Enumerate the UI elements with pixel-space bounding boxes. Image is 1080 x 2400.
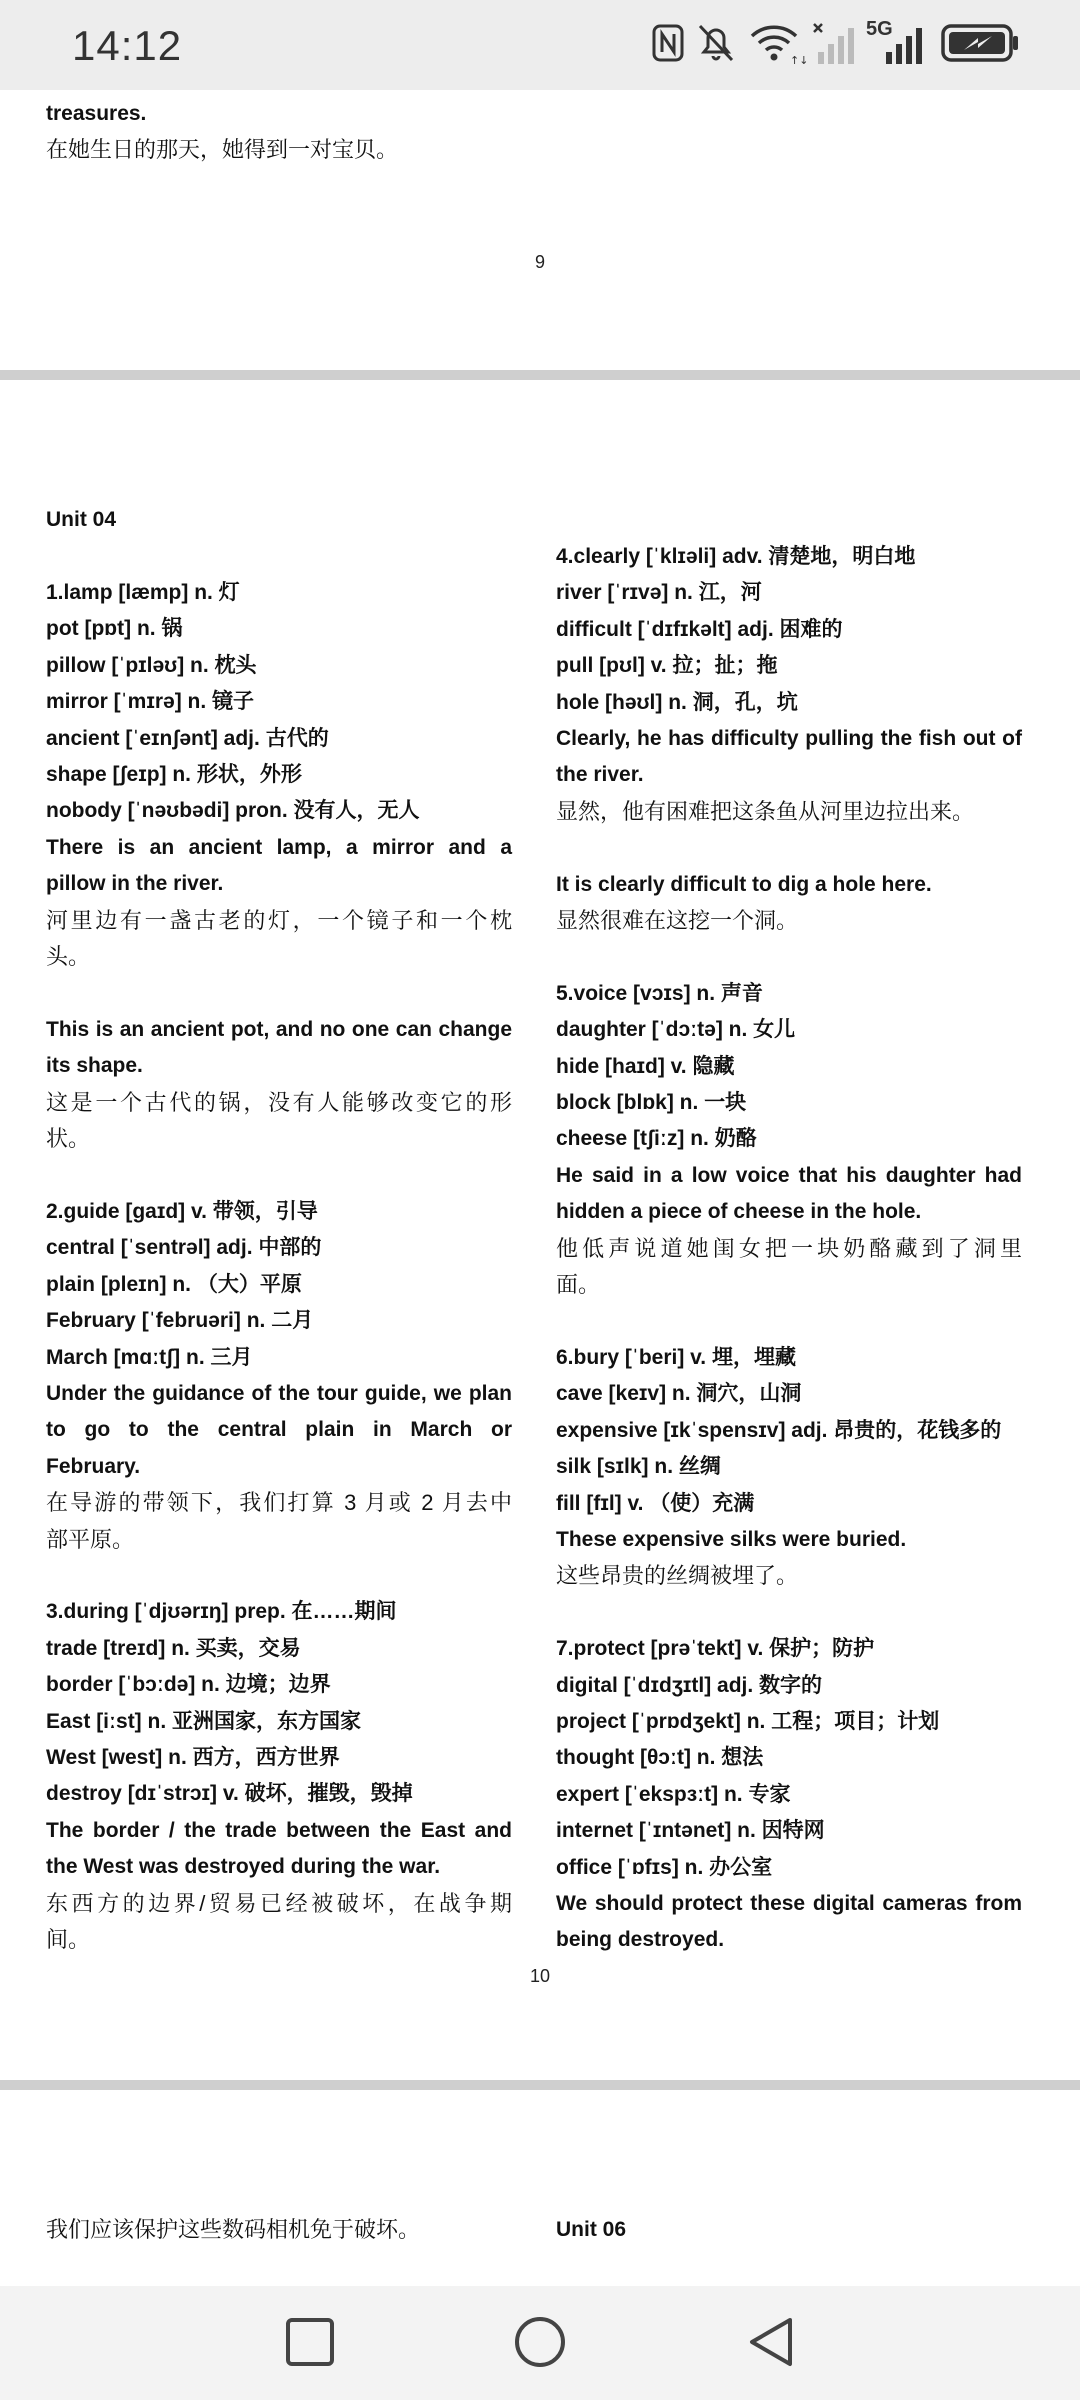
left-column-line: West [west] n. 西方，西方世界 bbox=[46, 1745, 340, 1769]
left-column-line: 在导游的带领下，我们打算 3 月或 2 月去中 bbox=[46, 1490, 512, 1516]
left-column-line: 河里边有一盏古老的灯，一个镜子和一个枕 bbox=[46, 907, 512, 933]
left-column-line: There is an ancient lamp, a mirror and a bbox=[46, 835, 512, 859]
right-column bbox=[556, 539, 1022, 1959]
page-number: 9 bbox=[534, 252, 545, 272]
page-11-right-text: Unit 06 bbox=[556, 2218, 627, 2241]
right-column-line: 面。 bbox=[556, 1272, 601, 1298]
left-column-line: 1.lamp [læmp] n. 灯 bbox=[46, 581, 240, 604]
right-column-line: daughter [ˈdɔːtə] n. 女儿 bbox=[556, 1018, 796, 1042]
right-column-line: internet [ˈɪntənet] n. 因特网 bbox=[556, 1819, 825, 1843]
right-column-line: project [ˈprɒdʒekt] n. 工程；项目；计划 bbox=[556, 1709, 940, 1733]
left-column-line: trade [treɪd] n. 买卖，交易 bbox=[46, 1636, 301, 1660]
blank-line bbox=[556, 830, 1022, 866]
page-9-tail bbox=[46, 96, 398, 169]
page-11-left-text: 我们应该保护这些数码相机免于破坏。 bbox=[46, 2217, 421, 2242]
left-column-line: plain [pleɪn] n. （大）平原 bbox=[46, 1272, 302, 1296]
mute-icon bbox=[696, 20, 736, 71]
left-column-line: its shape. bbox=[46, 1054, 143, 1078]
left-column-line: February [ˈfebruəri] n. 二月 bbox=[46, 1309, 314, 1333]
nfc-icon bbox=[652, 20, 684, 71]
left-column-line: pot [pɒt] n. 锅 bbox=[46, 617, 183, 641]
right-column-line: cave [keɪv] n. 洞穴，山洞 bbox=[556, 1382, 802, 1406]
signal-icon-sim1 bbox=[812, 20, 856, 71]
right-column-line: pull [pʊl] v. 拉；扯；拖 bbox=[556, 654, 778, 678]
right-column-line: 6.bury [ˈberi] v. 埋，埋藏 bbox=[556, 1345, 796, 1369]
right-column-line: expert [ˈekspɜːt] n. 专家 bbox=[556, 1782, 791, 1806]
right-column-line: Clearly, he has difficulty pulling the fish out of bbox=[556, 727, 1022, 751]
back-triangle-icon bbox=[744, 2314, 804, 2370]
right-column-line: river [ˈrɪvə] n. 江，河 bbox=[556, 581, 762, 605]
page-9-line-zh: 在她生日的那天，她得到一对宝贝。 bbox=[46, 137, 399, 163]
right-column-line: 5.voice [vɔɪs] n. 声音 bbox=[556, 981, 763, 1005]
left-column-line: ancient [ˈeɪnʃənt] adj. 古代的 bbox=[46, 726, 329, 750]
right-column-line: 他低声说道她闺女把一块奶酪藏到了洞里 bbox=[556, 1235, 1022, 1261]
right-column-line: 4.clearly [ˈklɪəli] adv. 清楚地，明白地 bbox=[556, 545, 916, 568]
right-column-line: 这些昂贵的丝绸被埋了。 bbox=[556, 1563, 799, 1589]
left-column-line: 3.during [ˈdjʊərɪŋ] prep. 在……期间 bbox=[46, 1600, 397, 1624]
left-column-line: pillow [ˈpɪləʊ] n. 枕头 bbox=[46, 653, 257, 677]
page-separator bbox=[0, 370, 1080, 380]
wifi-icon bbox=[748, 20, 809, 71]
right-column-line: 显然，他有困难把这条鱼从河里边拉出来。 bbox=[556, 798, 975, 824]
left-column-line: destroy [dɪˈstrɔɪ] v. 破坏，摧毁，毁掉 bbox=[46, 1782, 413, 1806]
circle-icon bbox=[512, 2314, 568, 2370]
blank-line bbox=[556, 939, 1022, 975]
left-column-line: East [iːst] n. 亚洲国家，东方国家 bbox=[46, 1709, 362, 1733]
right-column-line: It is clearly difficult to dig a hole here. bbox=[556, 872, 932, 896]
svg-text:↑↓: ↑↓ bbox=[790, 54, 809, 67]
right-column-line: digital [ˈdɪdʒɪtl] adj. 数字的 bbox=[556, 1673, 823, 1697]
status-icons bbox=[652, 20, 1032, 70]
right-column-line: block [blɒk] n. 一块 bbox=[556, 1091, 747, 1115]
left-column-line: nobody [ˈnəʊbədi] pron. 没有人，无人 bbox=[46, 799, 420, 823]
right-column-line: We should protect these digital cameras from bbox=[556, 1891, 1022, 1915]
left-column-line: 间。 bbox=[46, 1926, 91, 1952]
right-column-line: These expensive silks were buried. bbox=[556, 1527, 907, 1551]
unit-title-text: Unit 04 bbox=[46, 508, 117, 531]
status-time: 14:12 bbox=[72, 22, 183, 69]
home-button[interactable] bbox=[512, 2314, 568, 2375]
left-column-line: border [ˈbɔːdə] n. 边境；边界 bbox=[46, 1673, 331, 1697]
right-column-line: 7.protect [prəˈtekt] v. 保护；防护 bbox=[556, 1637, 875, 1661]
left-column-line: February. bbox=[46, 1454, 141, 1478]
unit-title bbox=[46, 502, 116, 538]
blank-line bbox=[46, 1558, 512, 1594]
left-column-line: 这是一个古代的锅，没有人能够改变它的形 bbox=[46, 1089, 512, 1115]
left-column-line: to go to the central plain in March or bbox=[46, 1418, 512, 1442]
blank-line bbox=[556, 1304, 1022, 1340]
right-column-line: fill [fɪl] v. （使）充满 bbox=[556, 1491, 755, 1515]
left-column-line: Under the guidance of the tour guide, we plan bbox=[46, 1381, 512, 1405]
left-column-line: 2.guide [ɡaɪd] v. 带领，引导 bbox=[46, 1199, 318, 1223]
right-column-line: hide [haɪd] v. 隐藏 bbox=[556, 1054, 735, 1078]
left-column-line: March [mɑːtʃ] n. 三月 bbox=[46, 1345, 253, 1369]
right-column-line: office [ˈɒfɪs] n. 办公室 bbox=[556, 1855, 773, 1879]
left-column-line: the West was destroyed during the war. bbox=[46, 1855, 441, 1879]
right-column-line: cheese [tʃiːz] n. 奶酪 bbox=[556, 1127, 757, 1151]
left-column-line: This is an ancient pot, and no one can change bbox=[46, 1017, 512, 1041]
right-column-line: thought [θɔːt] n. 想法 bbox=[556, 1746, 764, 1770]
recent-apps-button[interactable] bbox=[282, 2314, 338, 2375]
left-column-line: The border / the trade between the East and bbox=[46, 1818, 512, 1842]
page-separator bbox=[0, 2080, 1080, 2090]
page-9-line-en: treasures. bbox=[46, 102, 147, 125]
back-button[interactable] bbox=[744, 2314, 804, 2375]
left-column-line: mirror [ˈmɪrə] n. 镜子 bbox=[46, 690, 255, 714]
right-column-line: silk [sɪlk] n. 丝绸 bbox=[556, 1455, 721, 1479]
square-icon bbox=[282, 2314, 338, 2370]
right-column-line: He said in a low voice that his daughter had bbox=[556, 1163, 1022, 1187]
right-column-line: hole [həʊl] n. 洞，孔，坑 bbox=[556, 690, 798, 714]
document-page-11 bbox=[0, 2090, 1080, 2286]
right-column-line: being destroyed. bbox=[556, 1928, 725, 1952]
battery-charging-icon bbox=[940, 20, 1020, 71]
right-column-line: 显然很难在这挖一个洞。 bbox=[556, 908, 799, 934]
network-type-label: 5G bbox=[866, 18, 893, 40]
page-number: 10 bbox=[529, 1966, 551, 1986]
right-column-line: difficult [ˈdɪfɪkəlt] adj. 困难的 bbox=[556, 617, 843, 641]
left-column-line: 状。 bbox=[46, 1126, 91, 1152]
right-column-line: expensive [ɪkˈspensɪv] adj. 昂贵的，花钱多的 bbox=[556, 1418, 1002, 1442]
right-column-line: hidden a piece of cheese in the hole. bbox=[556, 1200, 922, 1224]
blank-line bbox=[46, 975, 512, 1011]
blank-line bbox=[46, 1157, 512, 1193]
left-column-line: shape [ʃeɪp] n. 形状，外形 bbox=[46, 763, 302, 787]
right-column-line: the river. bbox=[556, 763, 644, 787]
left-column-line: pillow in the river. bbox=[46, 872, 224, 896]
status-bar bbox=[0, 0, 1080, 90]
blank-line bbox=[556, 1595, 1022, 1631]
navigation-bar bbox=[0, 2286, 1080, 2400]
page-11-left bbox=[46, 2212, 420, 2248]
left-column-line: 东西方的边界/贸易已经被破坏，在战争期 bbox=[46, 1890, 512, 1916]
left-column-line: 部平原。 bbox=[46, 1526, 135, 1552]
left-column-line: central [ˈsentrəl] adj. 中部的 bbox=[46, 1236, 322, 1260]
document-page-9 bbox=[0, 90, 1080, 370]
left-column bbox=[46, 575, 512, 1958]
left-column-line: 头。 bbox=[46, 944, 91, 970]
document-page-10 bbox=[0, 380, 1080, 2080]
page-11-right bbox=[556, 2212, 626, 2248]
